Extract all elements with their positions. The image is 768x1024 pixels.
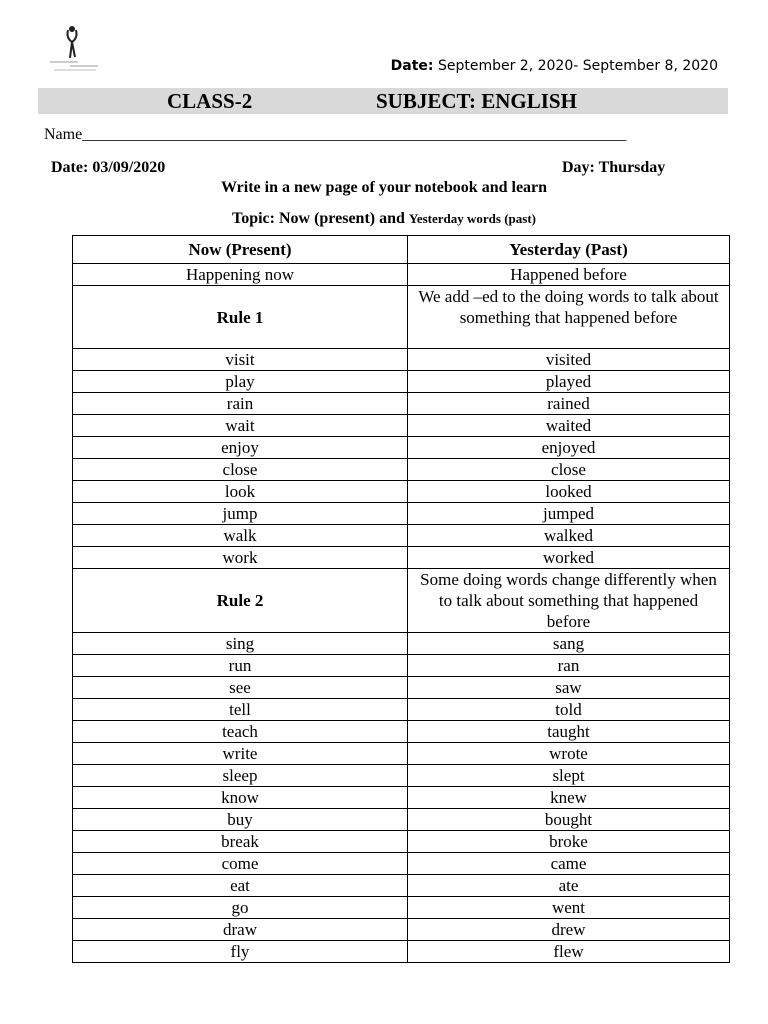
table-row: [73, 393, 730, 415]
table-row: [73, 655, 730, 677]
rule2-text: Some doing words change differently when to talk about something that happened before: [408, 569, 730, 633]
word-present: enjoy: [73, 437, 408, 459]
word-past: played: [408, 371, 730, 393]
word-present: work: [73, 547, 408, 569]
word-past: saw: [408, 677, 730, 699]
word-past: worked: [408, 547, 730, 569]
table-row: [73, 853, 730, 875]
table-row: [73, 721, 730, 743]
word-past: slept: [408, 765, 730, 787]
word-past: came: [408, 853, 730, 875]
word-present: come: [73, 853, 408, 875]
word-past: told: [408, 699, 730, 721]
rule1-label: Rule 1: [73, 286, 408, 349]
word-present: sleep: [73, 765, 408, 787]
word-present: jump: [73, 503, 408, 525]
table-row: [73, 415, 730, 437]
table-row: [73, 437, 730, 459]
table-row: [73, 349, 730, 371]
word-present: play: [73, 371, 408, 393]
word-past: ate: [408, 875, 730, 897]
intro-row: [73, 264, 730, 286]
word-present: look: [73, 481, 408, 503]
table-row: [73, 787, 730, 809]
table-row: [73, 809, 730, 831]
table-header-row: [73, 236, 730, 264]
instruction: Write in a new page of your notebook and learn: [220, 179, 548, 196]
word-present: run: [73, 655, 408, 677]
rule1-text: We add –ed to the doing words to talk about something that happened before: [408, 286, 730, 349]
word-present: see: [73, 677, 408, 699]
word-present: teach: [73, 721, 408, 743]
word-past: enjoyed: [408, 437, 730, 459]
intro-past: Happened before: [408, 264, 730, 286]
rule1-row: [73, 286, 730, 349]
table-row: [73, 897, 730, 919]
word-present: eat: [73, 875, 408, 897]
intro-present: Happening now: [73, 264, 408, 286]
table-row: [73, 875, 730, 897]
subject-label: SUBJECT: ENGLISH: [376, 89, 577, 113]
word-past: jumped: [408, 503, 730, 525]
table-row: [73, 743, 730, 765]
word-present: visit: [73, 349, 408, 371]
lesson-date: Date: 03/09/2020: [51, 159, 166, 176]
table-row: [73, 677, 730, 699]
word-present: sing: [73, 633, 408, 655]
word-present: know: [73, 787, 408, 809]
table-row: [73, 765, 730, 787]
table-row: [73, 525, 730, 547]
header-present: Now (Present): [73, 236, 408, 264]
header-past: Yesterday (Past): [408, 236, 730, 264]
date-range-value: September 2, 2020- September 8, 2020: [437, 58, 718, 74]
word-past: sang: [408, 633, 730, 655]
word-past: waited: [408, 415, 730, 437]
table-row: [73, 481, 730, 503]
word-past: bought: [408, 809, 730, 831]
word-past: taught: [408, 721, 730, 743]
word-present: wait: [73, 415, 408, 437]
topic: [0, 210, 768, 228]
word-present: close: [73, 459, 408, 481]
word-present: break: [73, 831, 408, 853]
word-present: fly: [73, 941, 408, 963]
word-present: buy: [73, 809, 408, 831]
table-row: [73, 941, 730, 963]
word-past: visited: [408, 349, 730, 371]
table-row: [73, 919, 730, 941]
word-present: write: [73, 743, 408, 765]
word-past: walked: [408, 525, 730, 547]
table-row: [73, 503, 730, 525]
class-label: CLASS-2: [167, 89, 253, 113]
word-present: go: [73, 897, 408, 919]
word-past: knew: [408, 787, 730, 809]
word-past: wrote: [408, 743, 730, 765]
table-row: [73, 633, 730, 655]
topic-main: Topic: Now (present) and: [231, 210, 405, 227]
table-row: [73, 547, 730, 569]
word-past: broke: [408, 831, 730, 853]
table-row: [73, 459, 730, 481]
table-row: [73, 831, 730, 853]
word-present: rain: [73, 393, 408, 415]
date-label: Date:: [390, 58, 434, 74]
verb-table: [72, 235, 730, 963]
word-past: ran: [408, 655, 730, 677]
school-logo-icon: [48, 24, 100, 72]
date-range: [391, 58, 718, 74]
word-past: flew: [408, 941, 730, 963]
table-row: [73, 371, 730, 393]
word-past: looked: [408, 481, 730, 503]
word-past: drew: [408, 919, 730, 941]
word-past: went: [408, 897, 730, 919]
name-field: Name____________________________________________________________________: [44, 126, 627, 143]
word-past: rained: [408, 393, 730, 415]
table-row: [73, 699, 730, 721]
rule2-row: [73, 569, 730, 633]
lesson-day: Day: Thursday: [562, 159, 666, 176]
class-subject-banner: [38, 88, 728, 114]
word-present: tell: [73, 699, 408, 721]
topic-small: Yesterday words (past): [408, 211, 536, 226]
word-present: draw: [73, 919, 408, 941]
rule2-label: Rule 2: [73, 569, 408, 633]
word-present: walk: [73, 525, 408, 547]
word-past: close: [408, 459, 730, 481]
